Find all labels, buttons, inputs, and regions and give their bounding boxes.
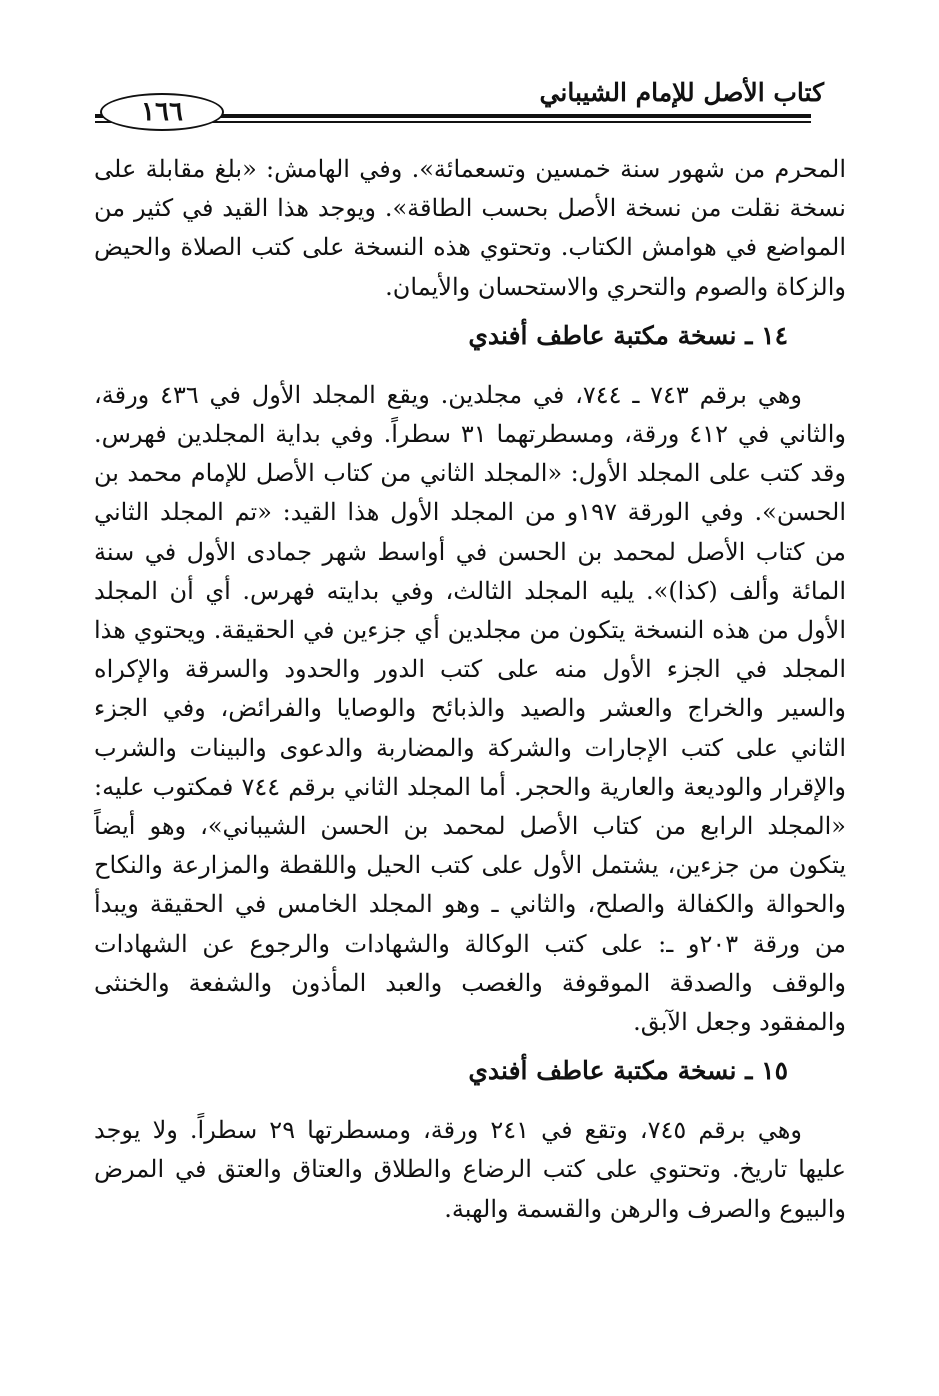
section-14-paragraph: وهي برقم ٧٤٣ ـ ٧٤٤، في مجلدين. ويقع المجلد الأول في ٤٣٦ ورقة، والثاني في ٤١٢ ورقة، ومسطرتهما ٣١ سطراً. وفي بداية المجلدين فهرس. وقد كتب على المجلد الأول: «المجلد الثاني من كتاب الأصل للإمام محمد بن الحسن». وفي الورقة ١٩٧و من المجلد الأول هذا القيد: «تم المجلد الثاني من كتاب الأصل لمحمد بن الحسن في أواسط شهر جمادى الأول في سنة المائة وألف (كذا)». يليه المجلد الثالث، وفي بدايته فهرس. أي أن المجلد الأول من هذه النسخة يتكون من مجلدين أي جزءين في الحقيقة. ويحتوي هذا المجلد في الجزء الأول منه على كتب الدور والحدود والسرقة والإكراه والسير والخراج والعشر والصيد والذبائح والوصايا والفرائض، وفي الجزء الثاني على كتب الإجارات والشركة والمضاربة والدعوى والبينات والشرب والإقرار والوديعة والعارية والحجر. أما المجلد الثاني برقم ٧٤٤ فمكتوب عليه: «المجلد الرابع من كتاب الأصل لمحمد بن الحسن الشيباني»، وهو أيضاً يتكون من جزءين، يشتمل الأول على كتب الحيل واللقطة والمزارعة والنكاح والحوالة والكفالة والصلح، والثاني ـ وهو المجلد الخامس في الحقيقة ويبدأ من ورقة ٢٠٣و ـ: على كتب الوكالة والشهادات والرجوع عن الشهادات والوقف والصدقة الموقوفة والغصب والعبد المأذون والشفعة والخنثى والمفقود وجعل الآبق.: [94, 380, 847, 1037]
section-14-heading: ١٤ ـ نسخة مكتبة عاطف أفندي: [468, 320, 788, 350]
intro-paragraph: المحرم من شهور سنة خمسين وتسعمائة». وفي الهامش: «بلغ مقابلة على نسخة نقلت من نسخة الأصل بحسب الطاقة». ويوجد هذا القيد في كثير من المواضع في هوامش الكتاب. وتحتوي هذه النسخة على كتب الصلاة والحيض والزكاة والصوم والتحري والاستحسان والأيمان.: [94, 155, 846, 301]
page-body: [94, 150, 846, 1229]
section-15-heading: ١٥ ـ نسخة مكتبة عاطف أفندي: [468, 1056, 788, 1086]
page-number: ١٦٦: [100, 93, 224, 131]
running-header-title: كتاب الأصل للإمام الشيباني: [539, 78, 824, 107]
section-15-paragraph: وهي برقم ٧٤٥، وتقع في ٢٤١ ورقة، ومسطرتها ٢٩ سطراً. ولا يوجد عليها تاريخ. وتحتوي على كتب الرضاع والطلاق والعتاق والعتق في المرض والبيوع والصرف والرهن والقسمة والهبة.: [94, 1116, 847, 1223]
